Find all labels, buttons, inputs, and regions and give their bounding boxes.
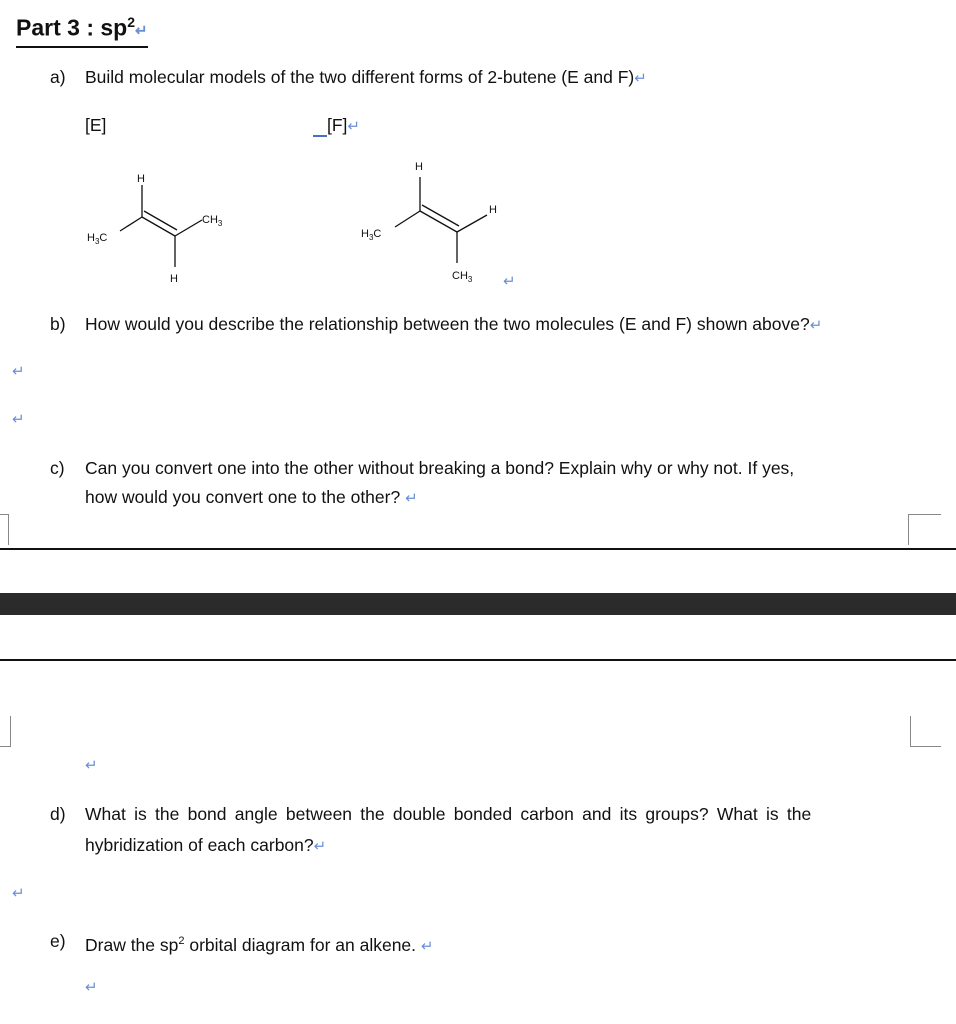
atom-e-ch3: $CH_3$ [202,214,223,228]
page-bottom-rule [0,548,956,550]
atom-f-ch3: $CH_3$ [452,270,473,284]
bond-e-h3c [120,217,142,231]
question-e-sup: 2 [178,935,185,947]
question-b-text-body: How would you describe the relationship between the two molecules (E and F) shown above? [85,314,810,334]
question-d-line2: hybridization of each carbon? [85,835,314,855]
molecule-e-label-text: [E] [85,115,107,135]
crop-mark-bottom-left [0,716,11,747]
question-b-label: b) [50,314,66,334]
bond-f-h3c [395,211,420,227]
atom-e-h-top: H [137,173,145,185]
question-c-line1: Can you convert one into the other without breaking a bond? Explain why or why not. If yes, [85,458,795,478]
question-e [50,927,940,956]
question-c-label: c) [50,458,65,478]
return-mark-icon: ↵ [135,22,148,40]
field-marker [313,115,327,137]
question-e-text [85,927,433,961]
question-a-label: a) [50,67,66,87]
question-e-label: e) [50,931,66,951]
question-d-line1: What is the bond angle between the double bonded carbon and its groups? What is the [85,804,812,824]
molecule-e-label [85,111,106,140]
crop-mark-top-right [908,514,941,545]
return-mark-icon: ↵ [347,118,360,135]
crop-mark-top-left [0,514,9,545]
question-a [50,63,930,92]
molecule-e-diagram [80,165,250,290]
question-d-label: d) [50,804,66,824]
crop-mark-bottom-right [910,716,941,747]
return-mark-icon: ↵ [503,273,516,290]
page-top-rule [0,659,956,661]
question-d [50,800,940,862]
question-a-text-body: Build molecular models of the two different forms of 2-butene (E and F) [85,67,635,87]
return-mark-icon: ↵ [313,838,327,855]
atom-f-h-right: H [489,204,497,216]
atom-e-h-bottom: H [170,273,178,285]
bond-e-ch3 [175,220,202,236]
molecule-f-label-text: [F] [327,115,348,135]
page-break-bar [0,593,956,615]
molecule-f-diagram [355,155,525,290]
return-mark-icon: ↵ [85,979,98,996]
question-b-text [85,310,822,340]
title-superscript: 2 [127,14,136,30]
bond-f-h-right [457,215,487,232]
return-mark-icon: ↵ [12,885,25,902]
question-e-text-pre: Draw the sp [85,934,179,955]
title-text: Part 3 : sp [16,14,128,41]
return-mark-icon: ↵ [405,490,418,507]
question-a-text [85,63,647,93]
question-c [50,454,940,514]
question-d-line2-wrap [85,831,326,861]
atom-f-h3c: $H_3C$ [361,228,382,242]
page-title [16,8,148,48]
return-mark-icon: ↵ [420,937,434,955]
return-mark-icon: ↵ [634,70,647,87]
atom-f-h-top: H [415,161,423,173]
question-b [50,310,940,339]
return-mark-icon: ↵ [85,757,98,774]
return-mark-icon: ↵ [12,363,25,380]
return-mark-icon: ↵ [809,317,823,334]
return-mark-icon: ↵ [12,411,25,428]
question-c-line2: how would you convert one to the other? [85,487,401,507]
question-e-text-post: orbital diagram for an alkene. [184,934,417,955]
molecule-f-label [313,111,360,141]
question-c-line2-wrap [85,483,418,513]
atom-e-h3c: $H_3C$ [87,232,108,246]
